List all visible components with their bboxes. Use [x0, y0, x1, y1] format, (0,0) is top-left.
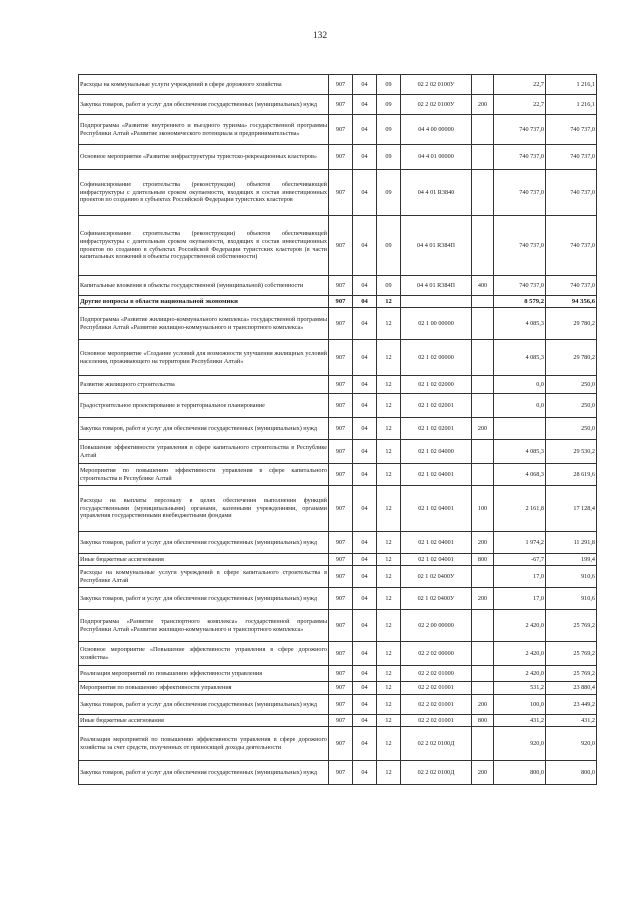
row-subsection-code: 09 [377, 170, 401, 216]
row-section-code: 04 [353, 588, 377, 610]
row-amount-change: 4 085,3 [494, 308, 546, 340]
row-target-item-code: 04 4 01 R3840 [401, 170, 472, 216]
row-expense-type-code: 200 [472, 532, 494, 554]
row-subsection-code: 12 [377, 340, 401, 376]
row-gr-code: 907 [329, 464, 353, 486]
row-expense-type-code: 100 [472, 486, 494, 532]
row-expense-type-code [472, 115, 494, 145]
row-subsection-code: 12 [377, 532, 401, 554]
row-expense-type-code [472, 170, 494, 216]
row-amount-change: 740 737,0 [494, 145, 546, 170]
row-amount-change: 920,0 [494, 727, 546, 761]
table-row [79, 727, 597, 761]
row-section-code: 04 [353, 715, 377, 727]
row-target-item-code: 02 2 00 00000 [401, 610, 472, 642]
row-amount-total: 800,0 [546, 761, 597, 785]
table-row [79, 296, 597, 308]
row-target-item-code: 02 1 02 04001 [401, 554, 472, 566]
row-section-code: 04 [353, 695, 377, 715]
row-amount-total: 740 737,0 [546, 276, 597, 296]
row-subsection-code: 12 [377, 666, 401, 682]
row-subsection-code: 09 [377, 115, 401, 145]
row-gr-code: 907 [329, 532, 353, 554]
row-section-code: 04 [353, 761, 377, 785]
table-row [79, 588, 597, 610]
row-gr-code: 907 [329, 682, 353, 695]
row-expense-type-code: 200 [472, 761, 494, 785]
row-expense-type-code: 200 [472, 695, 494, 715]
row-amount-total: 199,4 [546, 554, 597, 566]
row-target-item-code: 04 4 00 00000 [401, 115, 472, 145]
row-amount-total: 250,0 [546, 418, 597, 440]
table-row [79, 464, 597, 486]
row-name: Основное мероприятие «Развитие инфраструктуры туристско-рекреационных кластеров» [79, 145, 329, 170]
row-amount-total: 29 530,2 [546, 440, 597, 464]
row-gr-code: 907 [329, 610, 353, 642]
row-target-item-code: 02 2 02 0100У [401, 75, 472, 95]
table-row [79, 308, 597, 340]
row-name: Градостроительное проектирование и территориальное планирование [79, 394, 329, 418]
row-section-code: 04 [353, 682, 377, 695]
row-subsection-code: 12 [377, 761, 401, 785]
row-target-item-code: 02 1 00 00000 [401, 308, 472, 340]
row-section-code: 04 [353, 486, 377, 532]
row-subsection-code: 09 [377, 276, 401, 296]
row-section-code: 04 [353, 376, 377, 394]
row-target-item-code: 02 1 02 02001 [401, 418, 472, 440]
row-amount-change: 740 737,0 [494, 276, 546, 296]
table-row [79, 170, 597, 216]
row-amount-total: 28 619,6 [546, 464, 597, 486]
row-subsection-code: 12 [377, 376, 401, 394]
row-amount-total: 250,0 [546, 376, 597, 394]
row-amount-change: 740 737,0 [494, 115, 546, 145]
row-amount-change: 0,0 [494, 394, 546, 418]
table-row [79, 376, 597, 394]
row-section-code: 04 [353, 464, 377, 486]
row-subsection-code: 09 [377, 75, 401, 95]
row-name: Реализация мероприятий по повышению эффективности управления в сфере дорожного хозяйства за счет средств, полученных от приносящей доходы деятельности [79, 727, 329, 761]
row-amount-change: 2 161,8 [494, 486, 546, 532]
row-expense-type-code [472, 308, 494, 340]
row-subsection-code: 12 [377, 308, 401, 340]
row-subsection-code: 12 [377, 682, 401, 695]
row-target-item-code: 02 2 02 01001 [401, 695, 472, 715]
row-subsection-code: 12 [377, 486, 401, 532]
row-section-code: 04 [353, 95, 377, 115]
row-name: Подпрограмма «Развитие жилищно-коммунального комплекса» государственной программы Республики Алтай «Развитие жилищно-коммунального и транспортного комплекса» [79, 308, 329, 340]
row-gr-code: 907 [329, 695, 353, 715]
budget-table-body [79, 75, 597, 785]
row-section-code: 04 [353, 666, 377, 682]
row-section-code: 04 [353, 610, 377, 642]
row-name: Расходы на выплаты персоналу в целях обеспечения выполнения функций государственными (муниципальными) органами, казенными учреждениями, органами управления государственными внебюджетными фондами [79, 486, 329, 532]
row-expense-type-code [472, 216, 494, 276]
row-name: Реализация мероприятий по повышению эффективности управления [79, 666, 329, 682]
row-amount-change: 740 737,0 [494, 216, 546, 276]
row-gr-code: 907 [329, 715, 353, 727]
row-gr-code: 907 [329, 394, 353, 418]
row-amount-change: 1 974,2 [494, 532, 546, 554]
row-amount-change: 4 085,3 [494, 440, 546, 464]
row-target-item-code: 02 1 02 04001 [401, 532, 472, 554]
row-gr-code: 907 [329, 145, 353, 170]
row-subsection-code: 12 [377, 464, 401, 486]
row-gr-code: 907 [329, 216, 353, 276]
row-name: Капитальные вложения в объекты государственной (муниципальной) собственности [79, 276, 329, 296]
row-section-code: 04 [353, 554, 377, 566]
row-gr-code: 907 [329, 308, 353, 340]
row-expense-type-code [472, 682, 494, 695]
table-row [79, 394, 597, 418]
row-amount-total: 25 769,2 [546, 642, 597, 666]
row-expense-type-code [472, 145, 494, 170]
row-amount-change: 4 085,3 [494, 340, 546, 376]
row-expense-type-code: 800 [472, 554, 494, 566]
row-section-code: 04 [353, 308, 377, 340]
row-section-code: 04 [353, 340, 377, 376]
page-number: 132 [312, 31, 328, 41]
row-amount-total: 25 769,2 [546, 610, 597, 642]
row-subsection-code: 12 [377, 418, 401, 440]
table-row [79, 145, 597, 170]
row-amount-total: 23 449,2 [546, 695, 597, 715]
row-expense-type-code [472, 296, 494, 308]
row-amount-change: 17,0 [494, 566, 546, 588]
row-name: Основное мероприятие «Повышение эффективности управления в сфере дорожного хозяйства» [79, 642, 329, 666]
row-name: Другие вопросы в области национальной экономики [79, 296, 329, 308]
row-amount-change: -67,7 [494, 554, 546, 566]
row-subsection-code: 12 [377, 394, 401, 418]
row-name: Основное мероприятие «Создание условий для возможности улучшения жилищных условий населения, проживающего на территории Республики Алтай» [79, 340, 329, 376]
row-amount-change: 2 420,0 [494, 666, 546, 682]
row-amount-change: 2 420,0 [494, 610, 546, 642]
row-subsection-code: 12 [377, 727, 401, 761]
row-target-item-code: 02 2 02 00000 [401, 642, 472, 666]
table-row [79, 682, 597, 695]
row-name: Закупка товаров, работ и услуг для обеспечения государственных (муниципальных) нужд [79, 695, 329, 715]
row-section-code: 04 [353, 170, 377, 216]
row-target-item-code: 02 1 02 04001 [401, 486, 472, 532]
row-amount-change: 531,2 [494, 682, 546, 695]
row-section-code: 04 [353, 276, 377, 296]
row-amount-total: 740 737,0 [546, 145, 597, 170]
row-section-code: 04 [353, 727, 377, 761]
table-row [79, 115, 597, 145]
table-row [79, 486, 597, 532]
row-amount-total: 1 216,1 [546, 75, 597, 95]
row-expense-type-code [472, 440, 494, 464]
row-expense-type-code: 200 [472, 418, 494, 440]
row-amount-change: 2 420,0 [494, 642, 546, 666]
row-gr-code: 907 [329, 276, 353, 296]
row-amount-change: 8 579,2 [494, 296, 546, 308]
row-amount-total: 29 780,2 [546, 340, 597, 376]
row-subsection-code: 12 [377, 440, 401, 464]
row-expense-type-code [472, 340, 494, 376]
row-gr-code: 907 [329, 376, 353, 394]
row-expense-type-code [472, 566, 494, 588]
row-expense-type-code: 800 [472, 715, 494, 727]
row-target-item-code: 02 1 02 04001 [401, 464, 472, 486]
row-amount-total: 11 291,8 [546, 532, 597, 554]
row-amount-change [494, 418, 546, 440]
row-target-item-code: 02 2 02 01001 [401, 715, 472, 727]
row-target-item-code: 02 2 02 0100У [401, 95, 472, 115]
row-expense-type-code: 400 [472, 276, 494, 296]
row-gr-code: 907 [329, 75, 353, 95]
row-name: Закупка товаров, работ и услуг для обеспечения государственных (муниципальных) нужд [79, 588, 329, 610]
table-row [79, 440, 597, 464]
row-section-code: 04 [353, 642, 377, 666]
row-name: Закупка товаров, работ и услуг для обеспечения государственных (муниципальных) нужд [79, 418, 329, 440]
row-expense-type-code [472, 75, 494, 95]
row-name: Закупка товаров, работ и услуг для обеспечения государственных (муниципальных) нужд [79, 95, 329, 115]
row-amount-total: 29 780,2 [546, 308, 597, 340]
row-gr-code: 907 [329, 727, 353, 761]
table-row [79, 642, 597, 666]
row-gr-code: 907 [329, 95, 353, 115]
row-target-item-code: 04 4 01 R384П [401, 276, 472, 296]
row-amount-total: 910,6 [546, 588, 597, 610]
row-subsection-code: 12 [377, 588, 401, 610]
row-section-code: 04 [353, 440, 377, 464]
row-target-item-code: 04 4 01 R384П [401, 216, 472, 276]
row-name: Подпрограмма «Развитие транспортного комплекса» государственной программы Республики Алтай «Развитие жилищно-коммунального и транспортного комплекса» [79, 610, 329, 642]
table-row [79, 666, 597, 682]
row-amount-change: 4 068,3 [494, 464, 546, 486]
row-amount-total: 740 737,0 [546, 216, 597, 276]
row-expense-type-code [472, 642, 494, 666]
row-name: Мероприятия по повышению эффективности управления [79, 682, 329, 695]
row-expense-type-code [472, 727, 494, 761]
row-gr-code: 907 [329, 115, 353, 145]
table-row [79, 75, 597, 95]
row-amount-change: 22,7 [494, 75, 546, 95]
row-name: Закупка товаров, работ и услуг для обеспечения государственных (муниципальных) нужд [79, 532, 329, 554]
table-row [79, 276, 597, 296]
row-amount-total: 250,0 [546, 394, 597, 418]
row-subsection-code: 12 [377, 642, 401, 666]
row-amount-total: 23 880,4 [546, 682, 597, 695]
row-amount-total: 1 216,1 [546, 95, 597, 115]
table-row [79, 566, 597, 588]
table-row [79, 554, 597, 566]
row-gr-code: 907 [329, 588, 353, 610]
row-name: Расходы на коммунальные услуги учреждений в сфере дорожного хозяйства [79, 75, 329, 95]
table-row [79, 532, 597, 554]
row-expense-type-code: 200 [472, 588, 494, 610]
table-row [79, 761, 597, 785]
row-amount-change: 17,0 [494, 588, 546, 610]
row-section-code: 04 [353, 296, 377, 308]
row-subsection-code: 12 [377, 715, 401, 727]
row-amount-change: 0,0 [494, 376, 546, 394]
row-amount-total: 910,6 [546, 566, 597, 588]
row-amount-change: 431,2 [494, 715, 546, 727]
row-amount-total: 920,0 [546, 727, 597, 761]
row-amount-change: 800,0 [494, 761, 546, 785]
row-name: Закупка товаров, работ и услуг для обеспечения государственных (муниципальных) нужд [79, 761, 329, 785]
row-target-item-code: 02 2 02 0100Д [401, 727, 472, 761]
row-amount-total: 740 737,0 [546, 115, 597, 145]
row-subsection-code: 09 [377, 145, 401, 170]
row-target-item-code: 02 1 02 0400У [401, 588, 472, 610]
row-name: Иные бюджетные ассигнования [79, 715, 329, 727]
row-gr-code: 907 [329, 170, 353, 216]
row-amount-total: 431,2 [546, 715, 597, 727]
row-gr-code: 907 [329, 666, 353, 682]
row-gr-code: 907 [329, 554, 353, 566]
row-target-item-code: 02 2 02 0100Д [401, 761, 472, 785]
table-row [79, 216, 597, 276]
row-section-code: 04 [353, 75, 377, 95]
row-name: Софинансирование строительства (реконструкции) объектов обеспечивающей инфраструктуры с длительным сроком окупаемости, входящих в состав инвестиционных проектов по созданию в субъектах Российской Федерации туристских кластеров (в части капитальных вложений в объекты государственной собственности) [79, 216, 329, 276]
row-name: Подпрограмма «Развитие внутреннего и въездного туризма» государственной программы Республики Алтай «Развитие экономического потенциала и предпринимательства» [79, 115, 329, 145]
row-gr-code: 907 [329, 340, 353, 376]
row-amount-total: 17 128,4 [546, 486, 597, 532]
row-gr-code: 907 [329, 486, 353, 532]
row-target-item-code: 02 1 02 0400У [401, 566, 472, 588]
row-name: Повышение эффективности управления в сфере капитального строительства в Республике Алтай [79, 440, 329, 464]
row-name: Иные бюджетные ассигнования [79, 554, 329, 566]
row-amount-total: 740 737,0 [546, 170, 597, 216]
table-row [79, 340, 597, 376]
row-gr-code: 907 [329, 296, 353, 308]
row-section-code: 04 [353, 145, 377, 170]
table-row [79, 695, 597, 715]
table-row [79, 95, 597, 115]
row-name: Мероприятия по повышению эффективности управления в сфере капитального строительства в Республике Алтай [79, 464, 329, 486]
row-expense-type-code [472, 464, 494, 486]
row-subsection-code: 09 [377, 95, 401, 115]
row-target-item-code: 02 1 02 02001 [401, 394, 472, 418]
row-subsection-code: 09 [377, 216, 401, 276]
row-expense-type-code: 200 [472, 95, 494, 115]
row-gr-code: 907 [329, 418, 353, 440]
row-subsection-code: 12 [377, 296, 401, 308]
row-target-item-code: 02 1 02 00000 [401, 340, 472, 376]
row-target-item-code: 02 2 02 01001 [401, 682, 472, 695]
row-target-item-code [401, 296, 472, 308]
row-amount-change: 100,0 [494, 695, 546, 715]
row-subsection-code: 12 [377, 554, 401, 566]
row-expense-type-code [472, 610, 494, 642]
row-section-code: 04 [353, 115, 377, 145]
row-amount-change: 740 737,0 [494, 170, 546, 216]
row-target-item-code: 02 1 02 04000 [401, 440, 472, 464]
row-expense-type-code [472, 666, 494, 682]
row-subsection-code: 12 [377, 610, 401, 642]
row-target-item-code: 04 4 01 00000 [401, 145, 472, 170]
row-gr-code: 907 [329, 440, 353, 464]
table-row [79, 715, 597, 727]
row-gr-code: 907 [329, 761, 353, 785]
row-section-code: 04 [353, 532, 377, 554]
row-expense-type-code [472, 376, 494, 394]
row-amount-total: 25 769,2 [546, 666, 597, 682]
row-subsection-code: 12 [377, 566, 401, 588]
row-subsection-code: 12 [377, 695, 401, 715]
row-section-code: 04 [353, 216, 377, 276]
row-target-item-code: 02 2 02 01000 [401, 666, 472, 682]
table-row [79, 418, 597, 440]
table-row [79, 610, 597, 642]
row-section-code: 04 [353, 418, 377, 440]
row-gr-code: 907 [329, 642, 353, 666]
row-target-item-code: 02 1 02 02000 [401, 376, 472, 394]
row-amount-change: 22,7 [494, 95, 546, 115]
row-expense-type-code [472, 394, 494, 418]
row-gr-code: 907 [329, 566, 353, 588]
row-section-code: 04 [353, 394, 377, 418]
row-name: Софинансирование строительства (реконструкции) объектов обеспечивающей инфраструктуры с длительным сроком окупаемости, входящих в состав инвестиционных проектов по созданию в субъектах Российской Федерации туристских кластеров [79, 170, 329, 216]
row-amount-total: 94 356,6 [546, 296, 597, 308]
row-name: Развитие жилищного строительства [79, 376, 329, 394]
row-name: Расходы на коммунальные услуги учреждений в сфере капитального строительства в Республике Алтай [79, 566, 329, 588]
row-section-code: 04 [353, 566, 377, 588]
budget-table [78, 74, 597, 785]
